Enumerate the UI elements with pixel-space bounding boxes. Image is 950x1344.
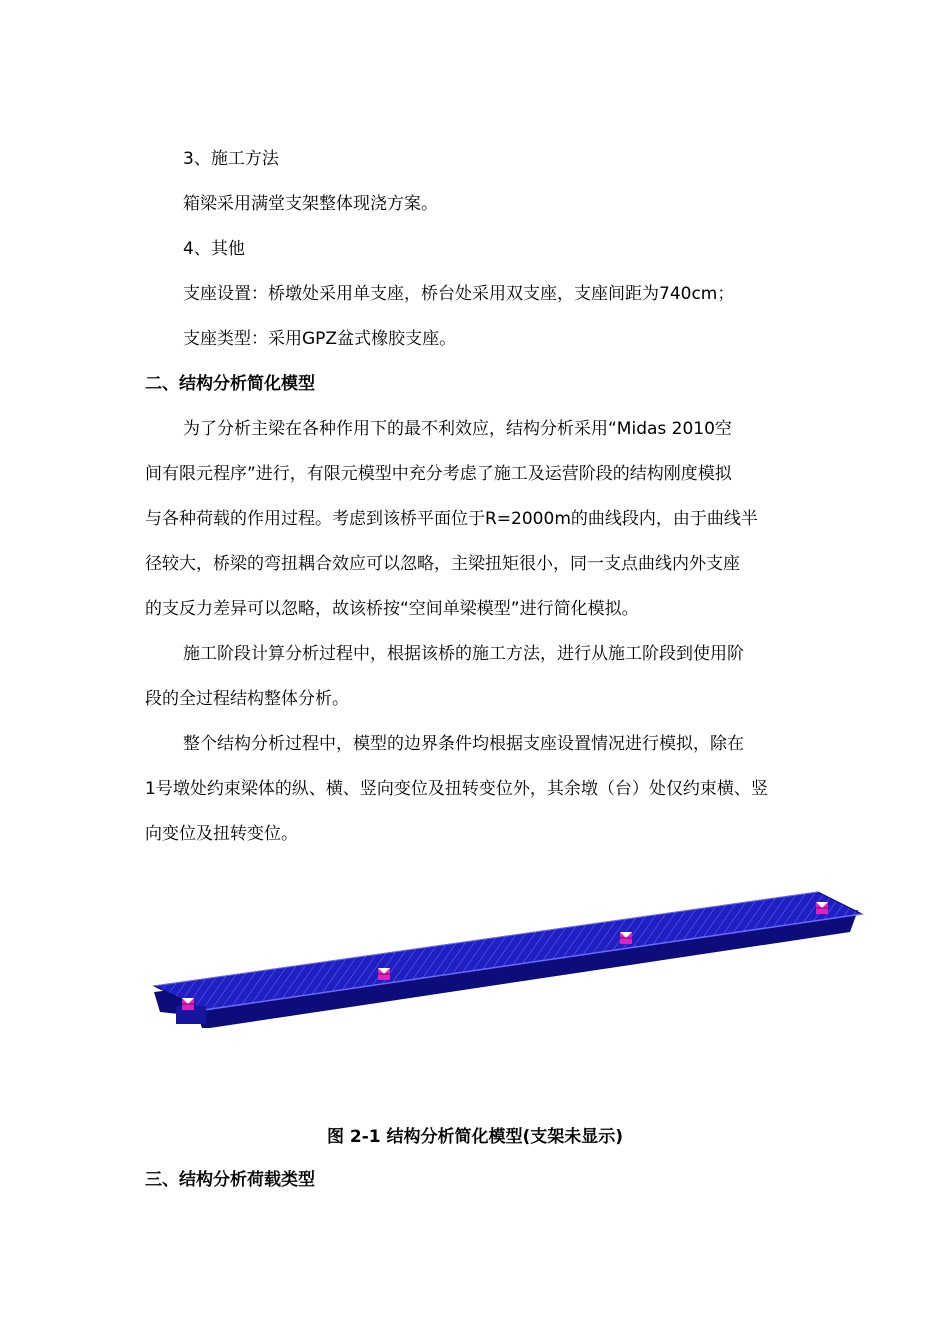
section4-heading: 4、其他	[183, 239, 245, 259]
bridge-model-figure	[140, 880, 880, 1050]
para2-line: 段的全过程结构整体分析。	[145, 689, 349, 709]
section3-heading: 3、施工方法	[183, 149, 279, 169]
support-marker	[378, 968, 390, 980]
para2-line: 施工阶段计算分析过程中，根据该桥的施工方法，进行从施工阶段到使用阶	[183, 644, 744, 664]
para3-line: 整个结构分析过程中，模型的边界条件均根据支座设置情况进行模拟，除在	[183, 734, 744, 754]
para1-line: 的支反力差异可以忽略，故该桥按“空间单梁模型”进行简化模拟。	[145, 599, 639, 619]
para1-line: 为了分析主梁在各种作用下的最不利效应，结构分析采用“Midas 2010空	[183, 419, 732, 439]
chapter3-heading: 三、结构分析荷载类型	[145, 1170, 315, 1190]
deck-edge	[204, 914, 862, 1010]
figure-caption: 图 2-1 结构分析简化模型(支架未显示)	[326, 1127, 624, 1147]
bearing-setup-text: 支座设置：桥墩处采用单支座，桥台处采用双支座，支座间距为740cm；	[183, 284, 735, 304]
para3-line: 1号墩处约束梁体的纵、横、竖向变位及扭转变位外，其余墩（台）处仅约束横、竖	[145, 779, 768, 799]
para1-line: 与各种荷载的作用过程。考虑到该桥平面位于R=2000m的曲线段内，由于曲线半	[145, 509, 758, 529]
para3-line: 向变位及扭转变位。	[145, 824, 298, 844]
support-marker	[620, 932, 632, 944]
section3-text: 箱梁采用满堂支架整体现浇方案。	[183, 194, 438, 214]
deck-top-surface	[154, 892, 862, 1010]
support-marker	[816, 902, 828, 914]
support-marker	[182, 998, 194, 1010]
bearing-type-text: 支座类型：采用GPZ盆式橡胶支座。	[183, 329, 457, 349]
para1-line: 径较大，桥梁的弯扭耦合效应可以忽略，主梁扭矩很小，同一支点曲线内外支座	[145, 554, 740, 574]
chapter2-heading: 二、结构分析简化模型	[145, 374, 315, 394]
para1-line: 间有限元程序”进行，有限元模型中充分考虑了施工及运营阶段的结构刚度模拟	[145, 464, 732, 484]
